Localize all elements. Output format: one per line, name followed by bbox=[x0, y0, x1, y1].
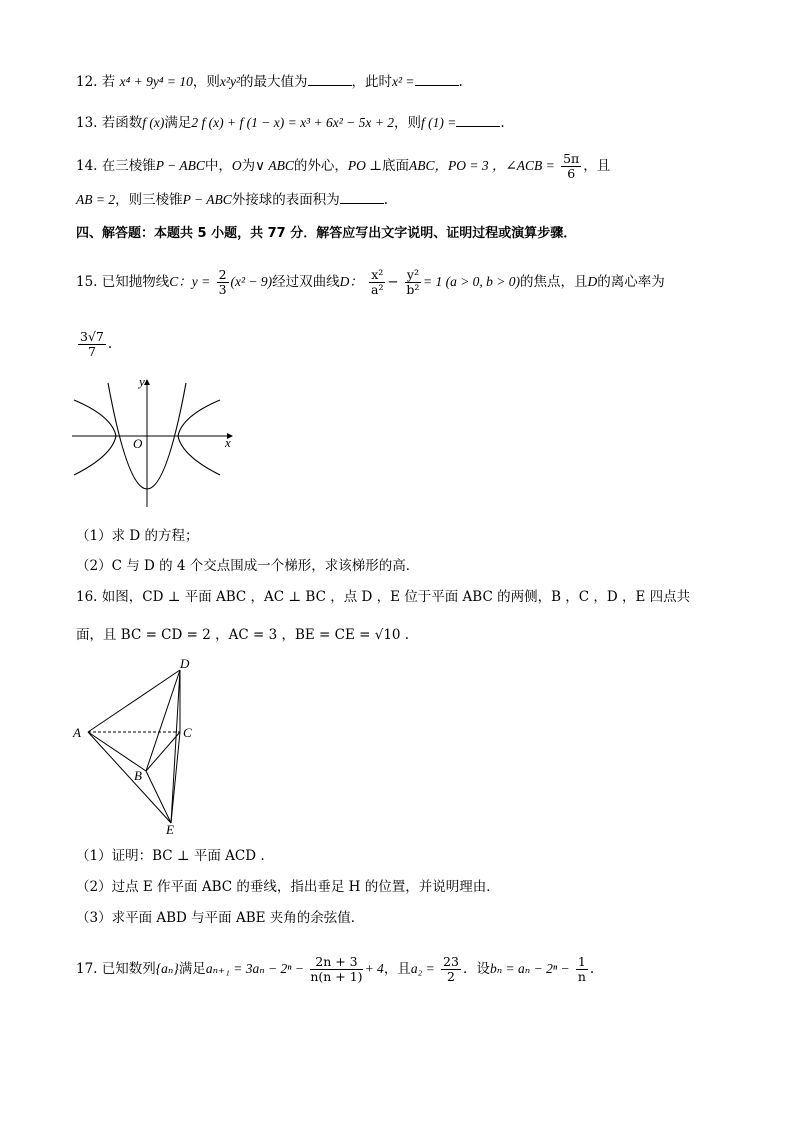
question-15-line-1: 15. 已知抛物线C：y = $\frac{2}{3}$ (x² − 9)经过双曲线D： $\frac{\text{x²}}{\text{a²}}$ − $\frac{\text{y²}}{\text{b²}}$ = 1 (a > 0, b > 0)的焦点，且D的离心率为 bbox=[76, 267, 665, 297]
fraction: $\frac{\text{x²}}{\text{a²}}$ bbox=[371, 267, 384, 297]
question-number: 13. bbox=[76, 115, 98, 131]
point-e-label: E bbox=[166, 822, 174, 837]
point-c-label: C bbox=[183, 725, 192, 740]
answer-blank bbox=[415, 72, 459, 86]
question-number: 15. bbox=[76, 274, 98, 290]
hyperbola-left-branch bbox=[74, 400, 116, 475]
fraction: $\frac{1}{n}$ bbox=[577, 954, 586, 984]
y-label: y bbox=[139, 374, 145, 389]
section-heading: 四、解答题：本题共 5 小题，共 77 分．解答应写出文字说明、证明过程或演算步骤． bbox=[76, 226, 577, 241]
question-16-sub-2: （2）过点 E 作平面 ABC 的垂线，指出垂足 H 的位置，并说明理由． bbox=[76, 879, 500, 895]
question-16-line-1: 16. 如图，CD ⊥ 平面 ABC ，AC ⊥ BC ，点 D ，E 位于平面 ABC 的两侧，B ，C ，D ，E 四点共 bbox=[76, 589, 691, 605]
x-label: x bbox=[225, 435, 231, 450]
question-number: 17. bbox=[76, 961, 98, 977]
question-14-line-1: 14. 在三棱锥P − ABC中，O为∨ ABC的外心，PO ⊥底面ABC，PO = 3 ，∠ACB = $\frac{5\pi}{6}$ ，且 bbox=[76, 151, 611, 181]
question-15-sub-1: （1）求 D 的方程； bbox=[76, 528, 199, 544]
fraction: $\frac{3√7}{7}$ bbox=[80, 329, 104, 359]
hyperbola-right-branch bbox=[178, 400, 220, 475]
fraction: $\frac{2n + 3}{n(n + 1)}$ bbox=[310, 954, 363, 984]
fraction: $\frac{23}{2}$ bbox=[443, 954, 459, 984]
point-a-label: A bbox=[73, 725, 81, 740]
point-b-label: B bbox=[134, 768, 142, 783]
answer-blank bbox=[456, 113, 500, 127]
question-16-line-2: 面，且 BC = CD = 2 ，AC = 3 ，BE = CE = √10 . bbox=[76, 627, 410, 643]
answer-blank bbox=[340, 190, 384, 204]
question-17: 17. 已知数列{aₙ}满足aₙ₊₁ = 3aₙ − 2ⁿ − $\frac{2n + 3}{n(n + 1)}$ + 4，且a₂ = $\frac{23}{2}$ ．设bₙ = aₙ − 2ⁿ − $\frac{1}{n}$ . bbox=[76, 954, 595, 984]
origin-label: O bbox=[133, 436, 143, 451]
parabola-hyperbola-figure bbox=[70, 375, 240, 510]
question-15-sub-2: （2）C 与 D 的 4 个交点围成一个梯形，求该梯形的高． bbox=[76, 558, 420, 574]
recurrence: aₙ₊₁ = 3aₙ − 2ⁿ − bbox=[205, 961, 305, 976]
fraction: $\frac{5\pi}{6}$ bbox=[563, 151, 580, 181]
question-number: 14. bbox=[76, 158, 98, 174]
fraction: $\frac{2}{3}$ bbox=[218, 267, 227, 297]
equation: x⁴ + 9y⁴ = 10 bbox=[119, 74, 193, 89]
question-13: 13. 若函数f (x)满足2 f (x) + f (1 − x) = x³ + 6x² − 5x + 2，则f (1) = . bbox=[76, 115, 505, 131]
answer-blank bbox=[308, 72, 352, 86]
question-12: 12. 若 x⁴ + 9y⁴ = 10，则x²y²的最大值为 ，此时x² = . bbox=[76, 74, 463, 90]
question-15-line-2: $\frac{3√7}{7}$ . bbox=[80, 329, 113, 359]
fraction: $\frac{\text{y²}}{\text{b²}}$ bbox=[406, 267, 420, 297]
question-number: 12. bbox=[76, 74, 98, 90]
equation: 2 f (x) + f (1 − x) = x³ + 6x² − 5x + 2 bbox=[191, 115, 394, 130]
question-number: 16. bbox=[76, 589, 98, 605]
point-d-label: D bbox=[180, 656, 190, 671]
tetrahedron-figure bbox=[70, 655, 210, 835]
question-14-line-2: AB = 2，则三棱锥P − ABC外接球的表面积为 . bbox=[76, 192, 389, 208]
question-16-sub-3: （3）求平面 ABD 与平面 ABE 夹角的余弦值． bbox=[76, 910, 365, 926]
question-16-sub-1: （1）证明：BC ⊥ 平面 ACD . bbox=[76, 848, 265, 864]
